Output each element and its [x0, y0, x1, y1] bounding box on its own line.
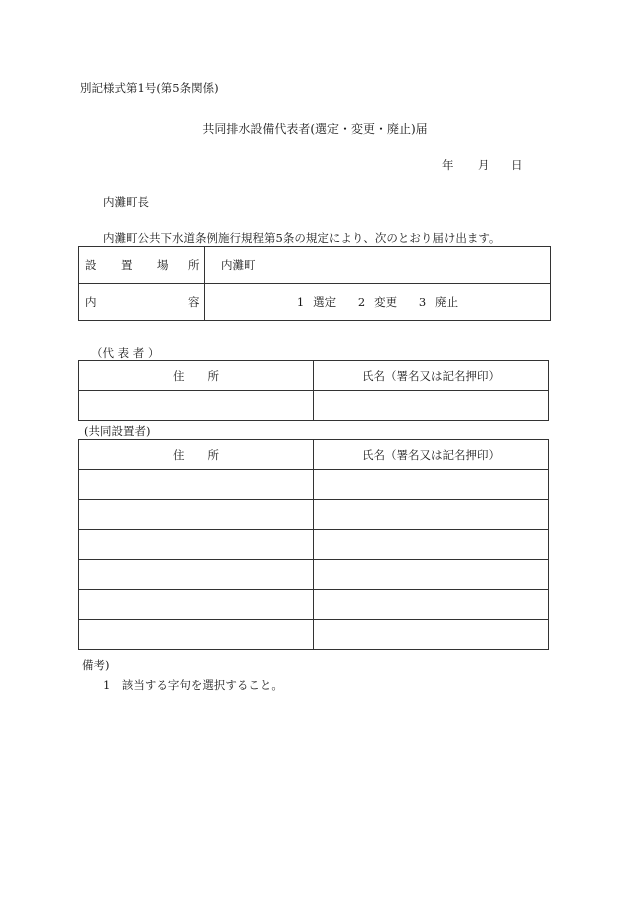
- location-label-char: 場: [157, 258, 169, 272]
- co-installers-caption: (共同設置者): [84, 424, 151, 438]
- content-row: [79, 284, 551, 321]
- content-option-change[interactable]: 2 変更: [357, 295, 398, 309]
- address-header: 住 所: [79, 361, 314, 391]
- representative-table: [78, 360, 549, 421]
- co-installers-header-row: [79, 440, 549, 470]
- name-cell[interactable]: [314, 470, 549, 500]
- address-cell[interactable]: [79, 500, 314, 530]
- representative-header-row: [79, 361, 549, 391]
- name-header: 氏名（署名又は記名押印）: [314, 361, 549, 391]
- representative-caption: （代 表 者 ）: [91, 346, 160, 360]
- date-month-label: 月: [478, 158, 490, 172]
- location-value[interactable]: 内灘町: [205, 247, 551, 284]
- table-row: [79, 590, 549, 620]
- address-header: 住 所: [79, 440, 314, 470]
- location-label-char: 所: [188, 258, 200, 272]
- name-header: 氏名（署名又は記名押印）: [314, 440, 549, 470]
- content-option-select[interactable]: 1 選定: [296, 295, 337, 309]
- content-options: [205, 284, 551, 321]
- location-label: [79, 247, 205, 284]
- content-option-abolish[interactable]: 3 廃止: [418, 295, 459, 309]
- address-cell[interactable]: [79, 530, 314, 560]
- name-cell[interactable]: [314, 590, 549, 620]
- table-row: [79, 470, 549, 500]
- location-label-char: 設: [85, 258, 97, 272]
- notes-heading: 備考): [82, 658, 110, 672]
- co-installers-table: [78, 439, 549, 650]
- address-cell[interactable]: [79, 470, 314, 500]
- form-number: 別記様式第1号(第5条関係): [80, 81, 219, 95]
- address-cell[interactable]: [79, 391, 314, 421]
- name-cell[interactable]: [314, 530, 549, 560]
- name-cell[interactable]: [314, 391, 549, 421]
- addressee: 内灘町長: [103, 195, 149, 209]
- name-cell[interactable]: [314, 560, 549, 590]
- table-row: [79, 500, 549, 530]
- table-row: [79, 391, 549, 421]
- address-cell[interactable]: [79, 590, 314, 620]
- table-row: [79, 560, 549, 590]
- location-label-char: 置: [121, 258, 133, 272]
- document-title: 共同排水設備代表者(選定・変更・廃止)届: [202, 122, 428, 136]
- intro-text: 内灘町公共下水道条例施行規程第5条の規定により、次のとおり届け出ます。: [103, 231, 501, 245]
- name-cell[interactable]: [314, 620, 549, 650]
- table-row: [79, 620, 549, 650]
- name-cell[interactable]: [314, 500, 549, 530]
- location-row: [79, 247, 551, 284]
- location-content-table: [78, 246, 551, 321]
- table-row: [79, 530, 549, 560]
- content-label: [79, 284, 205, 321]
- address-cell[interactable]: [79, 620, 314, 650]
- date-year-label: 年: [442, 158, 454, 172]
- content-label-char: 内: [85, 295, 97, 309]
- note-item: 1 該当する字句を選択すること。: [103, 678, 283, 692]
- content-label-char: 容: [188, 295, 200, 309]
- date-day-label: 日: [511, 158, 523, 172]
- address-cell[interactable]: [79, 560, 314, 590]
